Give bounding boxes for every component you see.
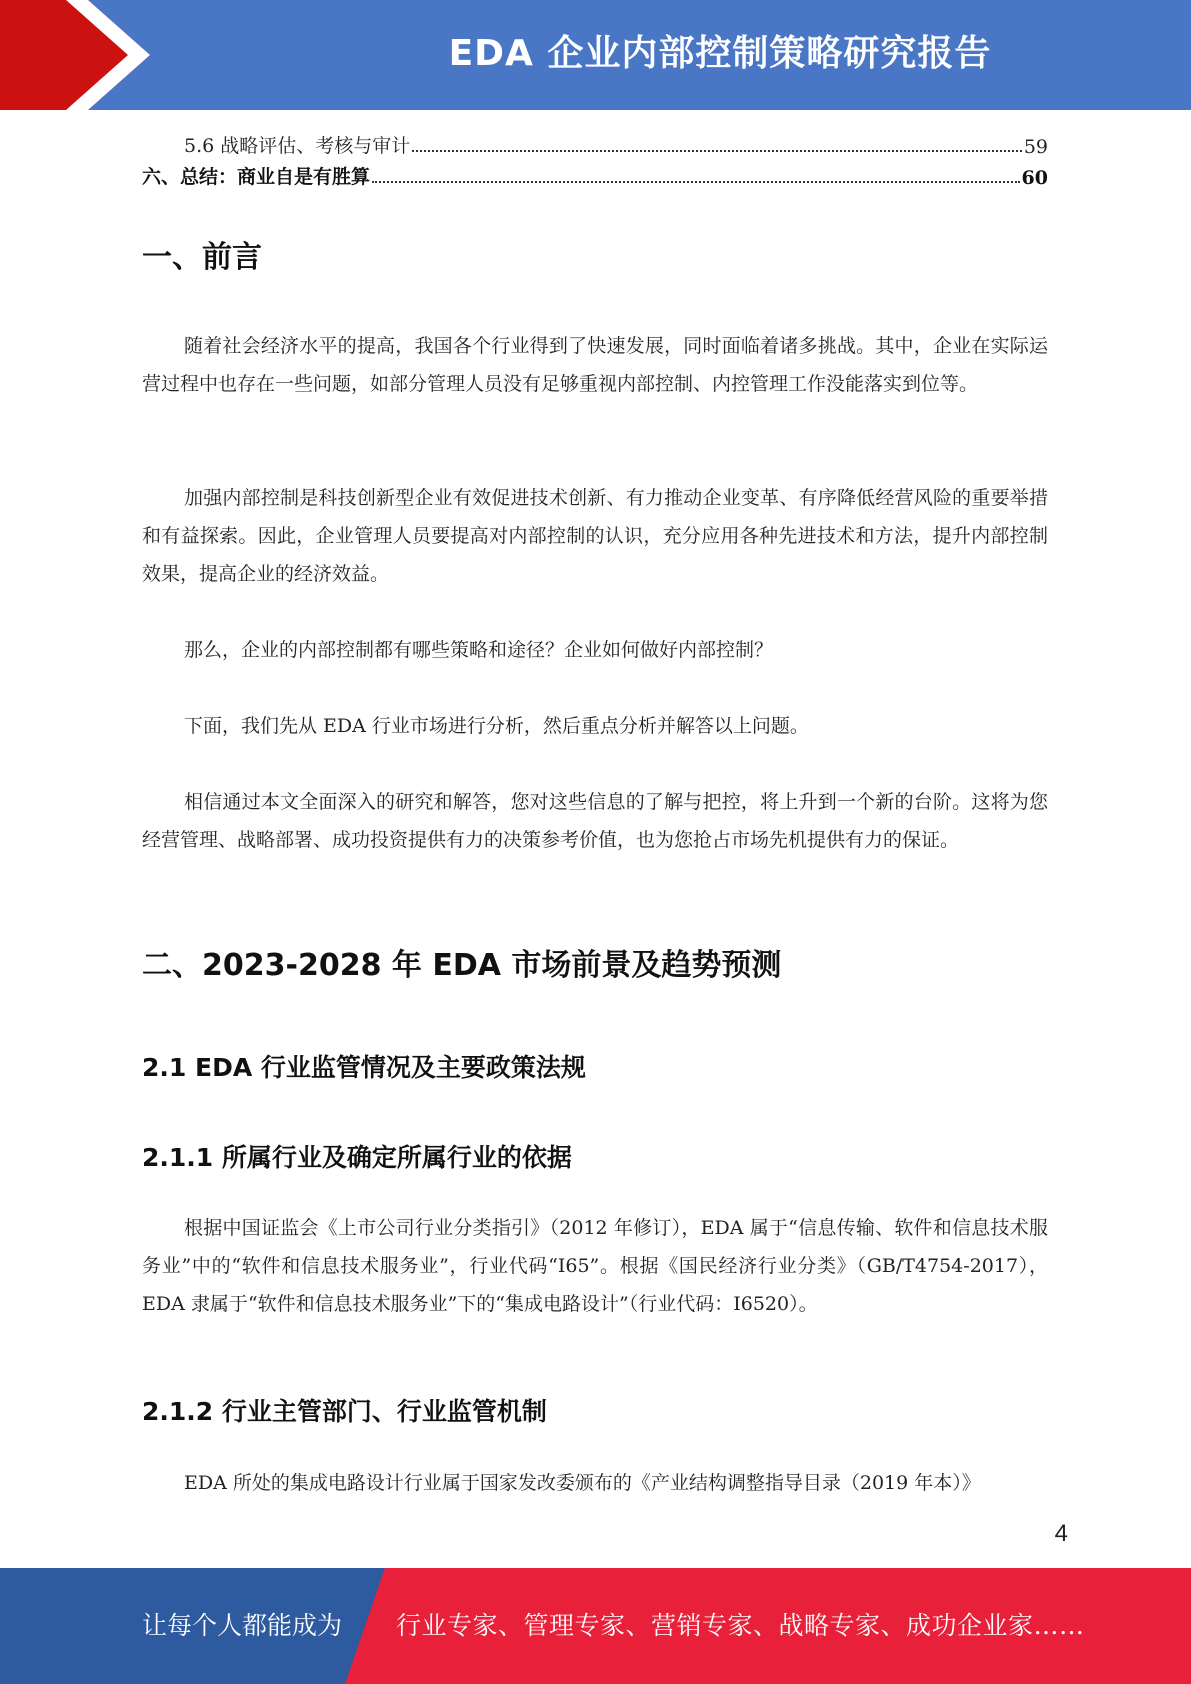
paragraph-2-1-2: EDA 所处的集成电路设计行业属于国家发改委颁布的《产业结构调整指导目录（2019 年本）》 [184,1472,981,1494]
preface-paragraph-2: 加强内部控制是科技创新型企业有效促进技术创新、有力推动企业变革、有序降低经营风险的重要举措和有益探索。因此，企业管理人员要提高对内部控制的认识，充分应用各种先进技术和方法，提升内部控制效果，提高企业的经济效益。 [142,487,1048,585]
page-number: 4 [1054,1520,1068,1547]
toc-entry-5-6[interactable] [184,128,1048,158]
subsection-heading-2-1: 2.1 EDA 行业监管情况及主要政策法规 [142,1053,586,1082]
preface-paragraph-3: 那么，企业的内部控制都有哪些策略和途径？企业如何做好内部控制？ [184,639,774,661]
toc-entry-page: 60 [1021,167,1048,189]
subsection-heading-2-1-1: 2.1.1 所属行业及确定所属行业的依据 [142,1143,572,1172]
page-footer [0,1568,1191,1684]
toc-leader-dots [372,180,1020,183]
preface-paragraph-4: 下面，我们先从 EDA 行业市场进行分析，然后重点分析并解答以上问题。 [184,715,809,737]
page-header [0,0,1191,110]
header-red-chevron-icon [0,0,150,110]
section-heading-market: 二、2023-2028 年 EDA 市场前景及趋势预测 [142,948,782,983]
toc-entry-6[interactable] [142,159,1048,189]
section-heading-preface: 一、前言 [142,240,262,275]
toc-entry-label: 5.6 战略评估、考核与审计 [184,135,411,157]
toc-entry-page: 59 [1023,136,1048,158]
paragraph-2-1-1: 根据中国证监会《上市公司行业分类指引》（2012 年修订），EDA 属于“信息传输、软件和信息技术服务业”中的“软件和信息技术服务业”，行业代码“I65”。根据《国民经济行业分类》（GB/T4754-2017），EDA 隶属于“软件和信息技术服务业”下的“集成电路设计”（行业代码：I6520）。 [142,1217,1048,1315]
footer-slogan-roles: 行业专家、管理专家、营销专家、战略专家、成功企业家…… [396,1611,1085,1640]
toc-entry-label: 六、总结：商业自是有胜算 [142,166,371,188]
toc-leader-dots [412,149,1022,152]
footer-slogan-lead: 让每个人都能成为 [142,1611,343,1640]
preface-paragraph-1: 随着社会经济水平的提高，我国各个行业得到了快速发展，同时面临着诸多挑战。其中，企业在实际运营过程中也存在一些问题，如部分管理人员没有足够重视内部控制、内控管理工作没能落实到位等。 [142,335,1048,395]
report-title: EDA 企业内部控制策略研究报告 [448,33,992,74]
subsection-heading-2-1-2: 2.1.2 行业主管部门、行业监管机制 [142,1397,547,1426]
preface-paragraph-5: 相信通过本文全面深入的研究和解答，您对这些信息的了解与把控，将上升到一个新的台阶。这将为您经营管理、战略部署、成功投资提供有力的决策参考价值，也为您抢占市场先机提供有力的保证。 [142,791,1048,851]
